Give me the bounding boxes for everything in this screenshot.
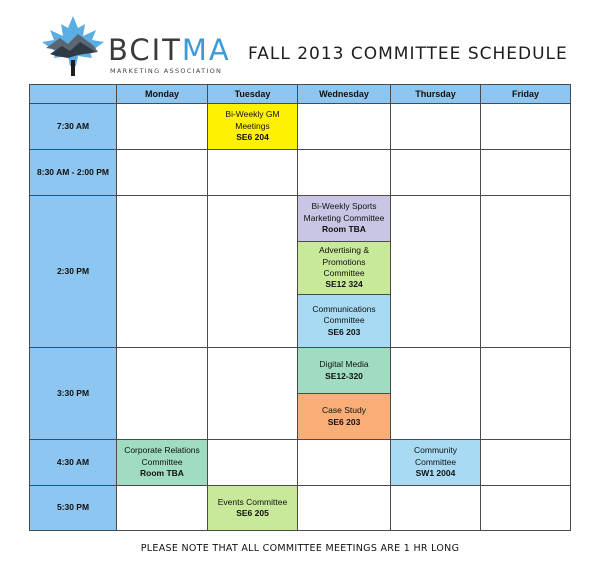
event-communications xyxy=(297,294,391,348)
logo xyxy=(38,14,231,78)
slot xyxy=(116,149,208,196)
event-name: Events Committee xyxy=(217,496,288,507)
event-name: Bi-Weekly GM Meetings xyxy=(225,109,280,131)
event-name: Advertising & Promotions Committee xyxy=(318,245,370,278)
time-1530: 3:30 PM xyxy=(29,347,117,440)
header-tuesday: Tuesday xyxy=(207,84,298,104)
event-room: SE6 205 xyxy=(236,508,269,518)
slot xyxy=(207,149,298,196)
slot xyxy=(480,195,571,348)
header-monday: Monday xyxy=(116,84,208,104)
event-name: Communications Committee xyxy=(312,303,376,326)
slot xyxy=(390,485,481,531)
slot xyxy=(297,485,391,531)
event-room: SE12 324 xyxy=(325,279,363,290)
time-1630: 4:30 AM xyxy=(29,439,117,486)
event-advertising-promotions xyxy=(297,241,391,295)
time-0830-1400: 8:30 AM - 2:00 PM xyxy=(29,149,117,196)
slot xyxy=(116,485,208,531)
header-thursday: Thursday xyxy=(390,84,481,104)
slot xyxy=(116,103,208,150)
event-corporate-relations xyxy=(116,439,208,486)
event-name: Digital Media xyxy=(319,359,369,370)
slot xyxy=(480,347,571,440)
event-room: SE6 203 xyxy=(327,416,361,427)
slot xyxy=(297,149,391,196)
event-room: SW1 2004 xyxy=(415,468,456,479)
header-wednesday: Wednesday xyxy=(297,84,391,104)
event-name: Bi-Weekly Sports Marketing Committee xyxy=(303,201,385,223)
slot xyxy=(480,439,571,486)
event-name: Case Study xyxy=(322,405,366,416)
event-room: Room TBA xyxy=(322,224,366,235)
slot xyxy=(480,485,571,531)
event-community xyxy=(390,439,481,486)
slot xyxy=(297,439,391,486)
event-room: SE6 203 xyxy=(327,326,361,337)
time-1730: 5:30 PM xyxy=(29,485,117,531)
time-1430: 2:30 PM xyxy=(29,195,117,348)
logo-tagline: MARKETING ASSOCIATION xyxy=(110,67,223,75)
logo-wordmark: BCITMA xyxy=(108,33,231,67)
corner-cell xyxy=(29,84,117,104)
event-room: SE12-320 xyxy=(325,370,363,381)
slot xyxy=(207,195,298,348)
slot xyxy=(116,347,208,440)
slot xyxy=(390,103,481,150)
event-gm-meetings xyxy=(207,103,298,150)
slot xyxy=(480,149,571,196)
event-name: Corporate Relations Committee xyxy=(124,445,200,467)
slot xyxy=(116,195,208,348)
header-friday: Friday xyxy=(480,84,571,104)
slot xyxy=(390,149,481,196)
event-room: SE6 204 xyxy=(236,132,269,143)
event-digital-media xyxy=(297,347,391,394)
event-events-committee xyxy=(207,485,298,531)
event-sports-marketing xyxy=(297,195,391,242)
slot xyxy=(207,347,298,440)
slot xyxy=(480,103,571,150)
maple-leaf-icon xyxy=(38,14,108,78)
slot xyxy=(207,439,298,486)
event-room: Room TBA xyxy=(140,468,184,479)
event-name: Community Committee xyxy=(414,445,457,467)
slot xyxy=(390,195,481,348)
page-title: FALL 2013 COMMITTEE SCHEDULE xyxy=(248,44,568,64)
event-case-study xyxy=(297,393,391,440)
time-0730: 7:30 AM xyxy=(29,103,117,150)
slot xyxy=(297,103,391,150)
footnote: PLEASE NOTE THAT ALL COMMITTEE MEETINGS ARE 1 HR LONG xyxy=(140,543,460,554)
slot xyxy=(390,347,481,440)
schedule-grid xyxy=(29,84,571,531)
